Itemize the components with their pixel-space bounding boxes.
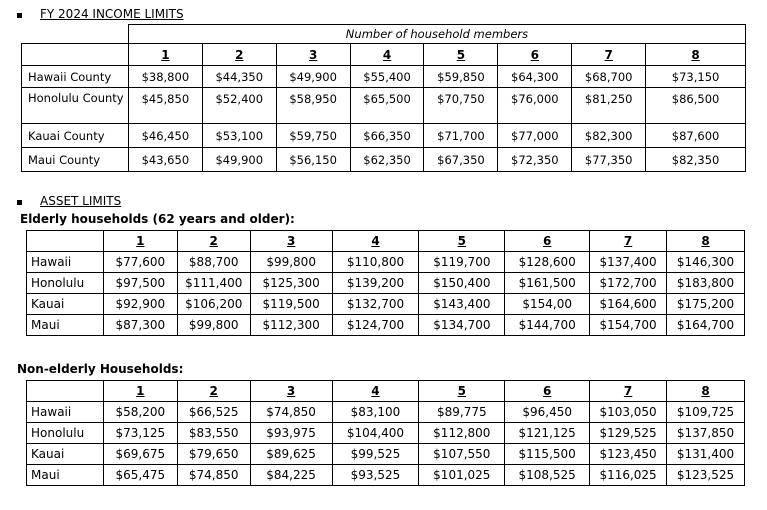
bullet-icon [17,13,22,18]
table-cell: $92,900 [103,294,177,315]
table-cell: $112,300 [250,315,332,336]
table-cell: $74,850 [177,465,250,486]
table-cell: $58,950 [276,88,350,124]
column-header: 2 [177,381,250,402]
table-cell: $73,125 [103,423,177,444]
empty-corner-cell [22,44,129,66]
table-cell: $83,550 [177,423,250,444]
column-header: 8 [667,231,745,252]
table-cell: $161,500 [505,273,590,294]
table-cell: $49,900 [276,66,350,88]
column-header: 2 [177,231,250,252]
table-cell: $43,650 [128,148,202,172]
table-row [27,402,745,423]
table-row [22,148,746,172]
table-row [27,273,745,294]
table-cell: $59,850 [424,66,498,88]
column-header: 4 [350,44,424,66]
table-cell: $132,700 [332,294,419,315]
table-cell: $134,700 [419,315,505,336]
income-limits-heading: FY 2024 INCOME LIMITS [40,7,184,21]
table-cell: $62,350 [350,148,424,172]
table-cell: $84,225 [250,465,332,486]
table-cell: $55,400 [350,66,424,88]
table-cell: $93,525 [332,465,419,486]
table-cell: $72,350 [498,148,572,172]
table-row [27,294,745,315]
table-cell: $99,800 [250,252,332,273]
table-cell: $109,725 [667,402,745,423]
column-header: 2 [202,44,276,66]
table-cell: $46,450 [128,124,202,148]
table-row [27,252,745,273]
table-cell: $106,200 [177,294,250,315]
table-cell: $139,200 [332,273,419,294]
table-cell: $65,475 [103,465,177,486]
table-cell: $65,500 [350,88,424,124]
table-row [27,423,745,444]
column-header: 8 [646,44,746,66]
table-row [22,124,746,148]
county-label: Maui County [22,148,129,172]
table-cell: $99,525 [332,444,419,465]
column-header: 5 [424,44,498,66]
table-cell: $49,900 [202,148,276,172]
table-cell: $89,775 [419,402,505,423]
empty-corner-cell [27,381,104,402]
table-row [27,315,745,336]
table-cell: $111,400 [177,273,250,294]
table-cell: $107,550 [419,444,505,465]
table-cell: $143,400 [419,294,505,315]
table-cell: $69,675 [103,444,177,465]
table-cell: $137,850 [667,423,745,444]
table-cell: $45,850 [128,88,202,124]
table-cell: $88,700 [177,252,250,273]
column-header: 4 [332,381,419,402]
table-cell: $119,700 [419,252,505,273]
county-label: Honolulu [27,423,104,444]
column-header: 1 [128,44,202,66]
table-cell: $79,650 [177,444,250,465]
table-cell: $99,800 [177,315,250,336]
table-cell: $175,200 [667,294,745,315]
table-cell: $101,025 [419,465,505,486]
income-limits-table [21,24,746,172]
table-cell: $129,525 [590,423,667,444]
table-cell: $87,600 [646,124,746,148]
column-header: 1 [103,231,177,252]
table-cell: $68,700 [572,66,646,88]
elderly-asset-table [26,230,745,336]
county-label: Hawaii [27,402,104,423]
county-label: Kauai [27,294,104,315]
table-cell: $67,350 [424,148,498,172]
table-row [27,465,745,486]
table-cell: $93,975 [250,423,332,444]
table-cell: $103,050 [590,402,667,423]
table-cell: $96,450 [505,402,590,423]
column-header: 3 [276,44,350,66]
county-label: Kauai County [22,124,129,148]
column-header: 5 [419,381,505,402]
table-cell: $59,750 [276,124,350,148]
column-header: 6 [498,44,572,66]
table-cell: $104,400 [332,423,419,444]
table-row [22,66,746,88]
table-cell: $131,400 [667,444,745,465]
bullet-icon [17,200,22,205]
column-header: 3 [250,381,332,402]
table-cell: $73,150 [646,66,746,88]
county-label: Kauai [27,444,104,465]
table-cell: $112,800 [419,423,505,444]
table-cell: $77,600 [103,252,177,273]
table-cell: $38,800 [128,66,202,88]
table-cell: $66,350 [350,124,424,148]
empty-corner-cell [27,231,104,252]
column-header: 3 [250,231,332,252]
column-header: 6 [505,381,590,402]
table-cell: $81,250 [572,88,646,124]
county-label: Hawaii County [22,66,129,88]
table-cell: $146,300 [667,252,745,273]
table-cell: $154,00 [505,294,590,315]
table-cell: $124,700 [332,315,419,336]
table-cell: $123,525 [667,465,745,486]
table-cell: $77,350 [572,148,646,172]
county-label: Hawaii [27,252,104,273]
table-cell: $110,800 [332,252,419,273]
table-row [22,88,746,124]
table-cell: $86,500 [646,88,746,124]
table-cell: $70,750 [424,88,498,124]
table-row [27,444,745,465]
non-elderly-asset-table [26,380,745,486]
table-cell: $82,350 [646,148,746,172]
table-cell: $108,525 [505,465,590,486]
table-cell: $83,100 [332,402,419,423]
table-cell: $53,100 [202,124,276,148]
table-cell: $52,400 [202,88,276,124]
table-cell: $76,000 [498,88,572,124]
table-cell: $64,300 [498,66,572,88]
table-cell: $125,300 [250,273,332,294]
table-cell: $97,500 [103,273,177,294]
column-header: 8 [667,381,745,402]
column-header: 5 [419,231,505,252]
table-cell: $172,700 [590,273,667,294]
table-cell: $89,625 [250,444,332,465]
non-elderly-title: Non-elderly Households: [17,362,184,376]
column-header: 7 [590,231,667,252]
table-cell: $66,525 [177,402,250,423]
table-cell: $137,400 [590,252,667,273]
table-cell: $150,400 [419,273,505,294]
table-cell: $44,350 [202,66,276,88]
table-cell: $82,300 [572,124,646,148]
column-header: 7 [590,381,667,402]
group-header: Number of household members [128,25,745,44]
county-label: Honolulu [27,273,104,294]
county-label: Honolulu County [22,88,129,124]
table-cell: $56,150 [276,148,350,172]
column-header: 4 [332,231,419,252]
table-cell: $164,600 [590,294,667,315]
column-header: 6 [505,231,590,252]
elderly-title: Elderly households (62 years and older): [20,212,295,226]
table-cell: $123,450 [590,444,667,465]
column-header: 7 [572,44,646,66]
table-cell: $128,600 [505,252,590,273]
table-cell: $115,500 [505,444,590,465]
county-label: Maui [27,315,104,336]
table-cell: $144,700 [505,315,590,336]
table-cell: $58,200 [103,402,177,423]
table-cell: $164,700 [667,315,745,336]
table-cell: $77,000 [498,124,572,148]
table-cell: $121,125 [505,423,590,444]
county-label: Maui [27,465,104,486]
table-cell: $74,850 [250,402,332,423]
table-cell: $116,025 [590,465,667,486]
table-cell: $154,700 [590,315,667,336]
table-cell: $71,700 [424,124,498,148]
table-cell: $183,800 [667,273,745,294]
column-header: 1 [103,381,177,402]
table-cell: $119,500 [250,294,332,315]
table-cell: $87,300 [103,315,177,336]
asset-limits-heading: ASSET LIMITS [40,194,122,208]
